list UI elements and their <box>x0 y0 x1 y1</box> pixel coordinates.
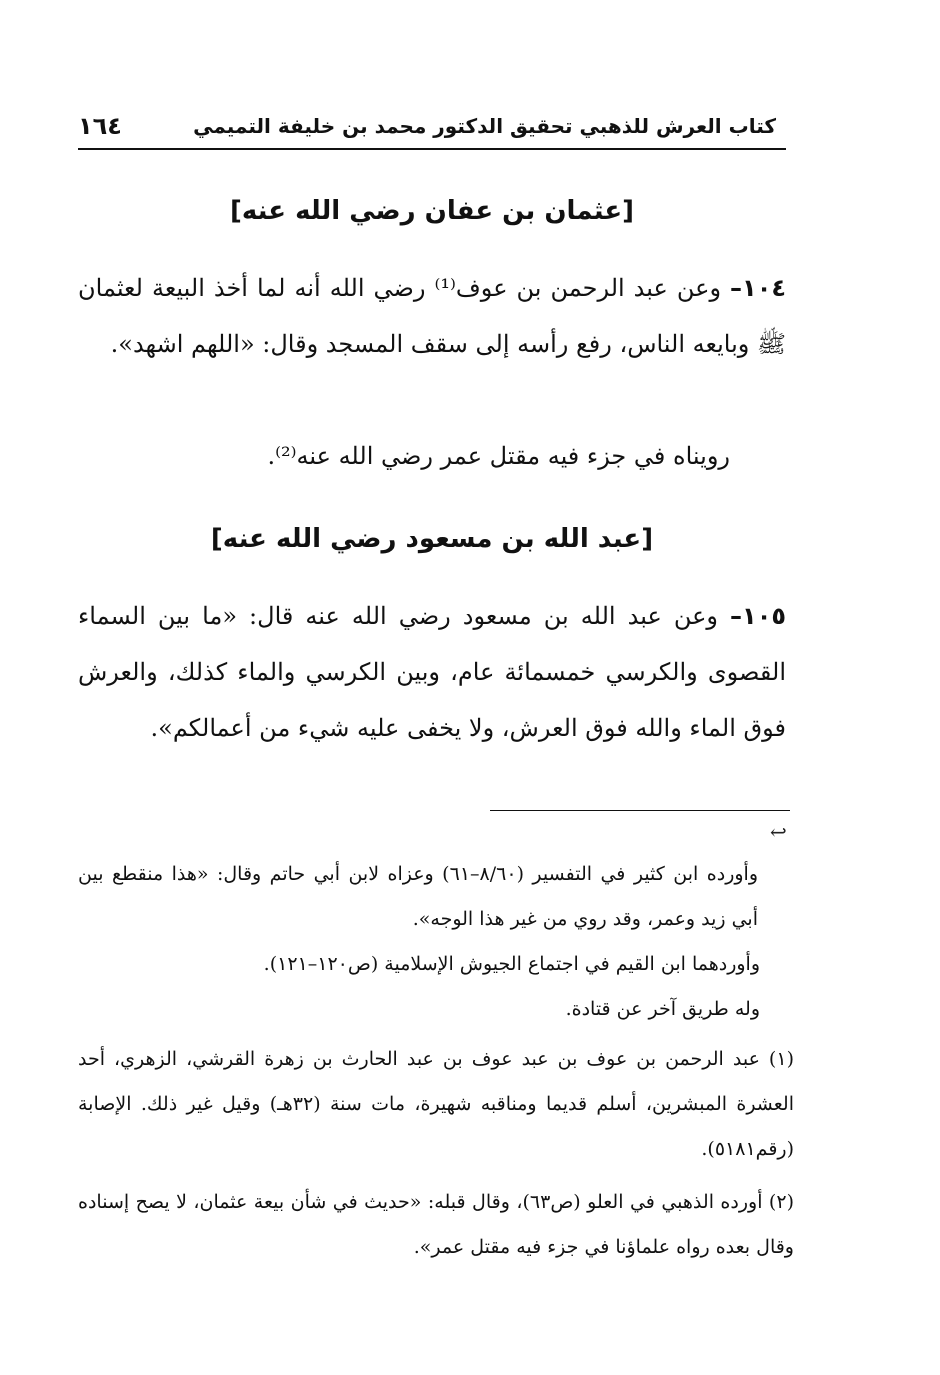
page-number: ١٦٤ <box>78 112 122 140</box>
entry-104-note: رويناه في جزء فيه مقتل عمر رضي الله عنه⁽²⁾. <box>267 442 730 470</box>
footnote-continued-3: وله طريق آخر عن قتادة. <box>565 998 760 1020</box>
entry-105 <box>78 588 786 756</box>
section-heading-ibn-masud: [عبد الله بن مسعود رضي الله عنه] <box>210 524 654 554</box>
entry-number: ١٠٤– <box>730 274 786 302</box>
footnote-separator <box>490 810 790 811</box>
section-heading-uthman: [عثمان بن عفان رضي الله عنه] <box>230 196 634 226</box>
continuation-icon: ↩ <box>770 820 787 844</box>
entry-text: وعن عبد الرحمن بن عوف⁽¹⁾ رضي الله أنه لما أخذ البيعة لعثمان ﷺ وبايعه الناس، رفع رأسه إلى سقف المسجد وقال: «اللهم اشهد». <box>78 274 786 358</box>
book-title: كتاب العرش للذهبي تحقيق الدكتور محمد بن خليفة التميمي <box>193 114 776 138</box>
entry-number: ١٠٥– <box>730 602 786 630</box>
entry-text: وعن عبد الله بن مسعود رضي الله عنه قال: «ما بين السماء القصوى والكرسي خمسمائة عام، وبين الكرسي والماء كذلك، والعرش فوق الماء والله فوق العرش، ولا يخفى عليه شيء من أعمالكم». <box>78 602 786 742</box>
footnote-continued-2: وأوردهما ابن القيم في اجتماع الجيوش الإسلامية (ص١٢٠–١٢١). <box>263 953 760 975</box>
footnote-2: (٢) أورده الذهبي في العلو (ص٦٣)، وقال قبله: «حديث في شأن بيعة عثمان، لا يصح إسناده وقال بعده رواه علماؤنا في جزء فيه مقتل عمر». <box>78 1191 794 1258</box>
footnote-continued-1: وأورده ابن كثير في التفسير (٨/٦٠–٦١) وعزاه لابن أبي حاتم وقال: «هذا منقطع بين أبي زيد وعمر، وقد روي من غير هذا الوجه». <box>78 863 758 930</box>
running-header <box>78 110 786 150</box>
footnote-1: (١) عبد الرحمن بن عوف بن عبد عوف بن عبد الحارث بن زهرة القرشي، الزهري، أحد العشرة المبشرين، أسلم قديما ومناقبه شهيرة، مات سنة (٣٢هـ) وقيل غير ذلك. الإصابة (رقم٥١٨١). <box>78 1048 794 1160</box>
entry-104 <box>78 260 786 372</box>
